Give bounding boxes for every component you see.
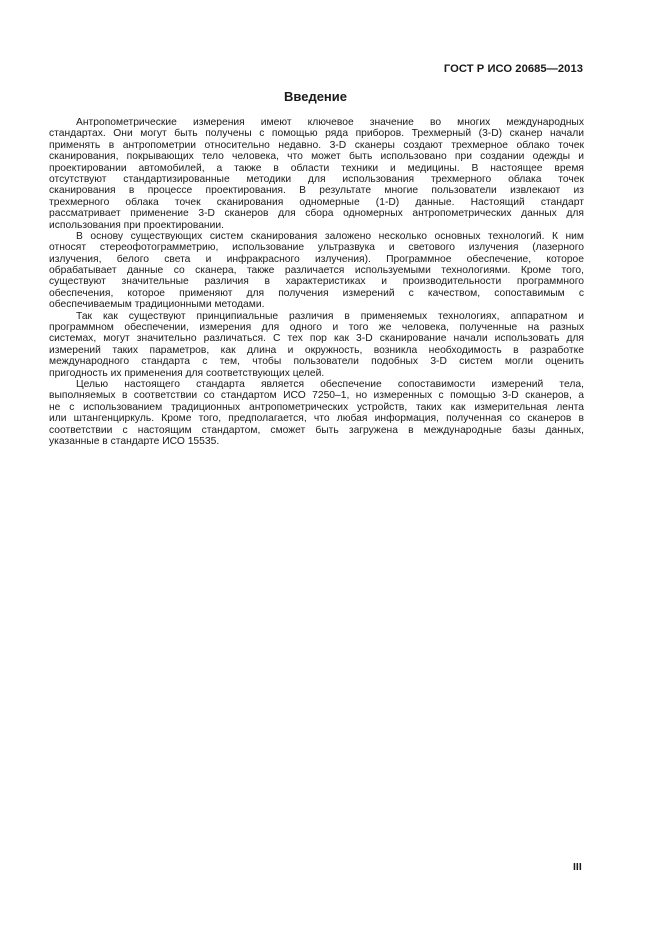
text-line: относят стереофотограмметрию, использование ультразвука и светового излучения (лазерного — [49, 242, 584, 254]
document-header: ГОСТ Р ИСО 20685—2013 — [443, 63, 583, 75]
text-line: Целью настоящего стандарта является обеспечение сопоставимости измерений тела, — [76, 378, 584, 390]
text-line: рассматривает применение 3-D сканеров для сбора одномерных антропометрических данных для — [49, 208, 584, 220]
paragraph — [49, 231, 584, 311]
text-line: отсутствуют стандартизированные методики для использования трехмерного облака точек — [49, 173, 584, 185]
text-line: стандартах. Они могут быть получены с помощью ряда приборов. Трехмерный (3-D) сканер начали — [49, 128, 584, 140]
paragraph — [49, 311, 584, 379]
text-line: обеспечиваемым традиционными методами. — [49, 299, 265, 311]
text-line: выполняемых в соответствии со стандартом ИСО 7250–1, но измеренных с помощью 3-D сканеров, а — [49, 390, 584, 402]
text-line: сканирования, покрывающих тело человека, что может быть использовано при создании одежды и — [49, 151, 584, 163]
text-line: Антропометрические измерения имеют ключевое значение во многих международных — [76, 117, 584, 128]
text-line: сканирования в процессе проектирования. В результате многие пользователи извлекают из — [49, 185, 584, 197]
text-line: обеспечения, которое применяют для получения измерений с качеством, сопоставимым с — [49, 287, 584, 299]
section-title: Введение — [284, 89, 347, 104]
text-line: международного стандарта с тем, чтобы пользователи подобных 3-D систем могли оценить — [49, 356, 584, 368]
text-line: соответствии с настоящим стандартом, сможет быть загружена в международные базы данных, — [49, 424, 584, 436]
text-line: трехмерного облака точек сканирования одномерные (1-D) данные. Настоящий стандарт — [49, 196, 584, 208]
text-line: проектировании автомобилей, а также в области техники и медицины. В настоящее время — [49, 162, 584, 174]
text-line: излучения, белого света и инфракрасного излучения). Программное обеспечение, которое — [49, 253, 584, 265]
text-line: Так как существуют принципиальные различия в применяемых технологиях, аппаратном и — [76, 310, 584, 322]
paragraph — [49, 117, 584, 231]
text-line: указанные в стандарте ИСО 15535. — [49, 435, 220, 447]
text-line: измерений таких параметров, как длина и окружность, возникла необходимость в разработке — [49, 344, 584, 356]
paragraph — [49, 379, 584, 447]
text-line: В основу существующих систем сканирования заложено несколько основных технологий. К ним — [76, 230, 584, 242]
text-line: или штангенциркуль. Кроме того, предполагается, что любая информация, полученная со сканеров в — [49, 413, 584, 425]
body-text — [49, 117, 584, 447]
page-number: III — [573, 861, 582, 873]
text-line: системах, могут значительно различаться. С тех пор как 3-D сканирование начали использовать для — [49, 333, 584, 345]
text-line: существуют значительные различия в характеристиках и производительности программного — [49, 276, 584, 288]
text-line: применять в антропометрии относительно недавно. 3-D сканеры создают трехмерное облако точек — [49, 139, 584, 151]
text-line: использования при проектировании. — [49, 219, 224, 231]
text-line: обрабатывает данные со сканера, также различается используемыми технологиями. Кроме того, — [49, 265, 584, 277]
text-line: программном обеспечении, измерения для одного и того же человека, полученные на разных — [49, 322, 584, 334]
text-line: не с использованием традиционных антропометрических устройств, таких как измерительная лента — [49, 401, 584, 413]
text-line: пригодность их применения для соответствующих целей. — [49, 367, 325, 379]
